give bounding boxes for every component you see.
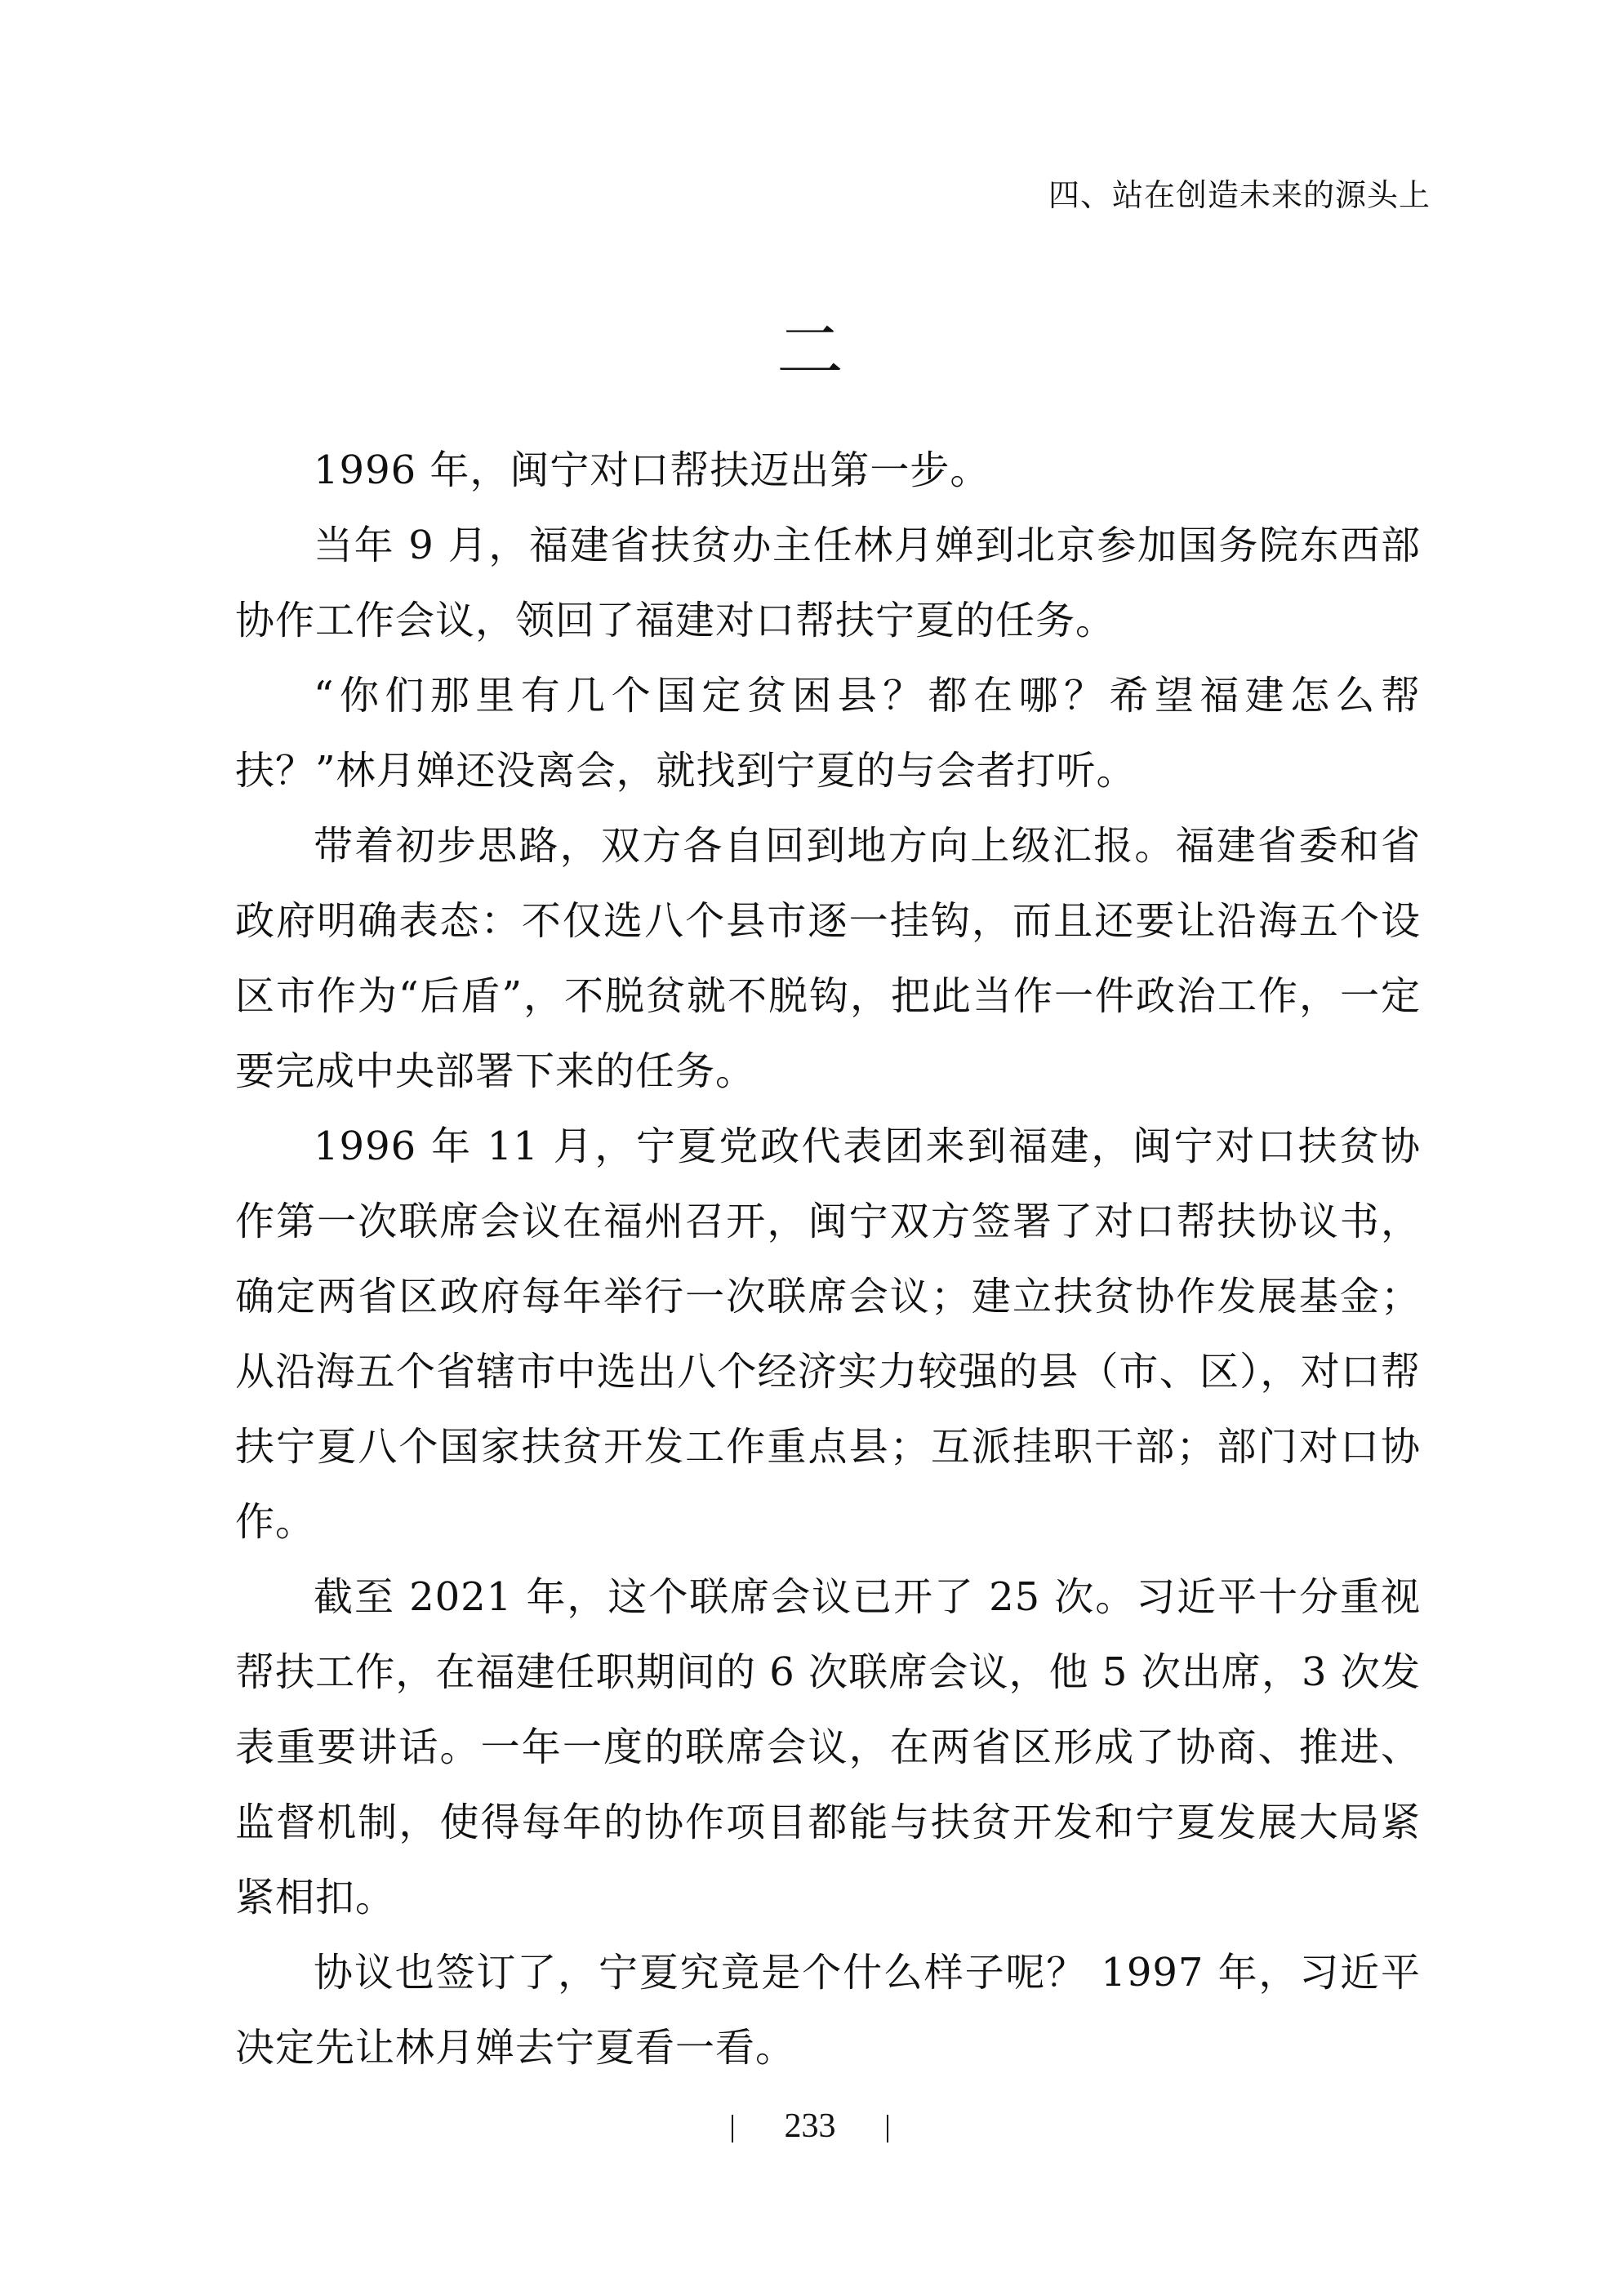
paragraph: 当年 9 月，福建省扶贫办主任林月婵到北京参加国务院东西部协作工作会议，领回了福建对口帮扶宁夏的任务。 — [235, 523, 1421, 643]
paragraph: 1996 年 11 月，宁夏党政代表团来到福建，闽宁对口扶贫协作第一次联席会议在福州召开，闽宁双方签署了对口帮扶协议书，确定两省区政府每年举行一次联席会议；建立扶贫协作发展基金；从沿海五个省辖市中选出八个经济实力较强的县（市、区），对口帮扶宁夏八个国家扶贫开发工作重点县；互派挂职干部；部门对口协作。 — [235, 1124, 1421, 1545]
footer-right-bar — [887, 2115, 888, 2142]
body-text — [235, 433, 1421, 2085]
section-heading: 二 — [776, 313, 843, 390]
page-number: 233 — [784, 2107, 836, 2145]
paragraph: “你们那里有几个国定贫困县？都在哪？希望福建怎么帮扶？”林月婵还没离会，就找到宁夏的与会者打听。 — [235, 673, 1421, 794]
footer-left-bar — [732, 2115, 733, 2142]
running-header: 四、站在创造未来的源头上 — [1048, 177, 1431, 213]
paragraph: 截至 2021 年，这个联席会议已开了 25 次。习近平十分重视帮扶工作，在福建任职期间的 6 次联席会议，他 5 次出席，3 次发表重要讲话。一年一度的联席会议，在两省区形成了协商、推进、监督机制，使得每年的协作项目都能与扶贫开发和宁夏发展大局紧紧相扣。 — [235, 1574, 1421, 1920]
paragraph: 带着初步思路，双方各自回到地方向上级汇报。福建省委和省政府明确表态：不仅选八个县市逐一挂钩，而且还要让沿海五个设区市作为“后盾”，不脱贫就不脱钩，把此当作一件政治工作，一定要完成中央部署下来的任务。 — [235, 823, 1421, 1094]
paragraph: 协议也签订了，宁夏究竟是个什么样子呢？ 1997 年，习近平决定先让林月婵去宁夏看一看。 — [235, 1950, 1421, 2071]
paragraph: 1996 年，闽宁对口帮扶迈出第一步。 — [314, 447, 990, 493]
page-footer — [0, 2107, 1620, 2146]
